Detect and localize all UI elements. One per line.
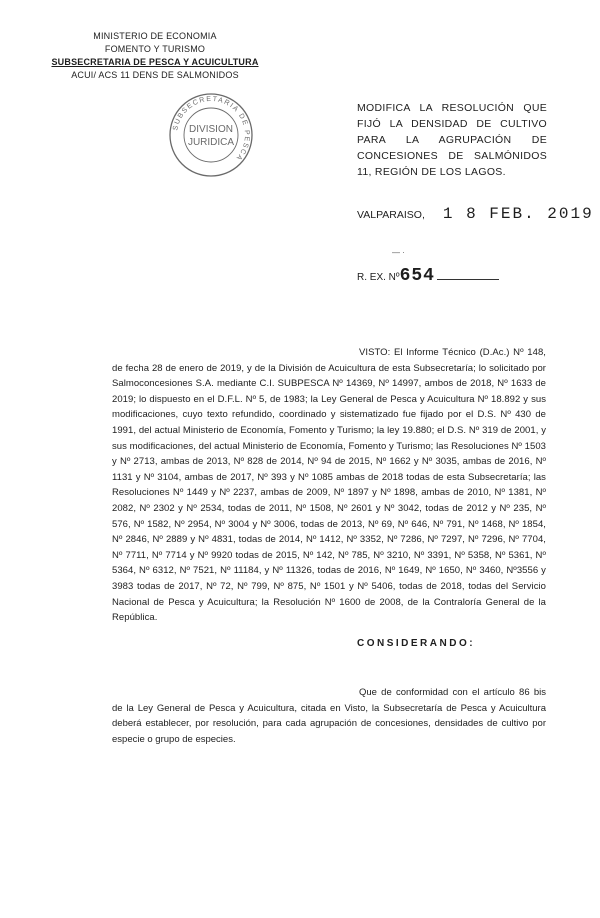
letterhead xyxy=(40,30,270,82)
scratch-mark: — · xyxy=(392,248,405,257)
resolution-number-label: R. EX. Nº xyxy=(357,272,400,283)
resolution-number-value: 654 xyxy=(399,266,435,286)
stamp-ring-text: SUBSECRETARIA DE PESCA xyxy=(172,95,251,163)
stamped-date: 1 8 FEB. 2019 xyxy=(442,205,594,223)
stamp-bottom-text: JURIDICA xyxy=(187,137,235,148)
stamp-outer-ring xyxy=(170,94,252,176)
place-and-date xyxy=(357,205,594,223)
stamp-inner-ring xyxy=(184,108,238,162)
resolution-number-underline xyxy=(437,279,499,280)
visto-paragraph: VISTO: El Informe Técnico (D.Ac.) Nº 148, de fecha 28 de enero de 2019, y de la División de Acuicultura de esta Subsecretaría; lo solicitado por Salmoconcesiones S.A. mediante C.I. SUBPESCA Nº 14369, Nº 14997, ambos de 2018, Nº 1633 de 2019; lo dispuesto en el D.F.L. Nº 5, de 1983; la Ley General de Pesca y Acuicultura Nº 18.892 y sus modificaciones, cuyo texto refundido, coordinado y sistematizado fue fijado por el D.S. Nº 430 de 1991, del actual Ministerio de Economía, Fomento y Turismo; la ley 19.880; el D.S. Nº 319 de 2001, y sus modificaciones, del actual Ministerio de Economía, Fomento y Turismo; las Resoluciones Nº 1503 y Nº 2713, ambas de 2013, Nº 828 de 2014, Nº 94 de 2015, Nº 1662 y Nº 3035, ambas de 2016, Nº 1131 y Nº 3104, ambas de 2017, Nº 393 y Nº 1085 ambas de 2018 todas de esta Subsecretaría; las Resoluciones Nº 1449 y Nº 2237, ambas de 2009, Nº 1897 y Nº 1898, ambas de 2010, Nº 1381, Nº 2082, Nº 2302 y Nº 2534, todas de 2011, Nº 1508, Nº 2601 y Nº 3042, todas de 2012 y Nº 235, Nº 576, Nº 1582, Nº 2954, Nº 3004 y Nº 3006, todas de 2013, Nº 69, Nº 646, Nº 791, Nº 1468, Nº 1854, Nº 2846, Nº 2889 y Nº 4831, todas de 2014, Nº 1412, Nº 3352, Nº 7286, Nº 7297, Nº 7296, Nº 7704, Nº 7711, Nº 7714 y Nº 9920 todas de 2015, Nº 142, Nº 785, Nº 3210, Nº 3391, Nº 5358, Nº 5361, Nº 5364, Nº 6312, Nº 7521, Nº 11184, y Nº 11326, todas de 2016, Nº 1649, Nº 1650, Nº 3460, Nº3556 y 3983 todas de 2017, Nº 72, Nº 799, Nº 875, Nº 1501 y Nº 5406, todas de 2018, todas del Servicio Nacional de Pesca y Acuicultura; la Resolución Nº 1600 de 2008, de la Contraloría General de la República. xyxy=(112,347,546,624)
considerando-heading: CONSIDERANDO: xyxy=(357,638,476,649)
place-label: VALPARAISO, xyxy=(357,209,425,221)
ministry-name: MINISTERIO DE ECONOMIA xyxy=(93,31,217,41)
considerando-paragraph: Que de conformidad con el artículo 86 bis de la Ley General de Pesca y Acuicultura, citada en Visto, la Subsecretaría de Pesca y Acuicultura deberá establecer, por resolución, para cada agrupación de concesiones, densidades de cultivo por especie o grupo de especies. xyxy=(112,687,546,745)
resolution-number xyxy=(357,266,499,286)
subsecretaria-name: SUBSECRETARIA DE PESCA Y ACUICULTURA xyxy=(51,57,259,67)
stamp-top-text: DIVISION xyxy=(189,124,233,135)
file-reference: ACUI/ ACS 11 DENS DE SALMONIDOS xyxy=(71,70,239,80)
resolution-subject: MODIFICA LA RESOLUCIÓN QUE FIJÓ LA DENSIDAD DE CULTIVO PARA LA AGRUPACIÓN DE CONCESIONES DE SALMÓNIDOS 11, REGIÓN DE LOS LAGOS. xyxy=(357,102,547,178)
division-juridica-stamp xyxy=(168,92,254,178)
ministry-subtitle: FOMENTO Y TURISMO xyxy=(104,44,206,54)
